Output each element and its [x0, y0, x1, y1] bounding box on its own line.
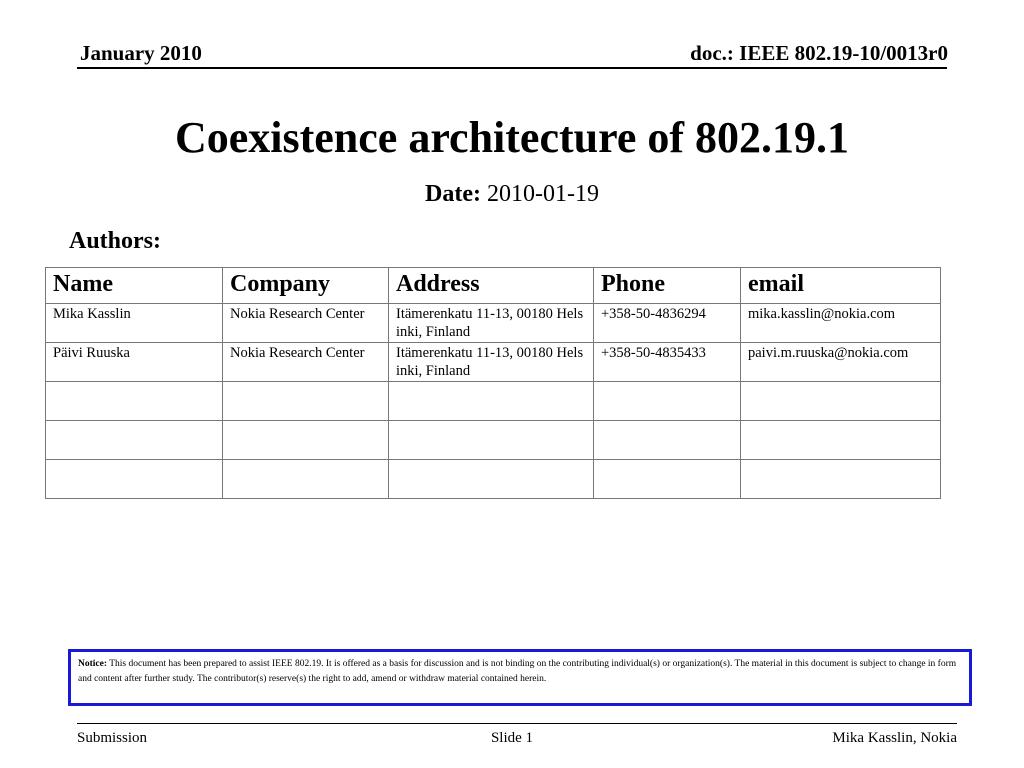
- date-line: [0, 179, 1024, 209]
- cell-email: paivi.m.ruuska@nokia.com: [741, 343, 941, 382]
- column-header-address: Address: [389, 268, 594, 304]
- cell-email: [741, 382, 941, 421]
- cell-phone: +358-50-4835433: [594, 343, 741, 382]
- slide-title: Coexistence architecture of 802.19.1: [174, 113, 850, 162]
- cell-email: [741, 421, 941, 460]
- cell-name: Mika Kasslin: [46, 304, 223, 343]
- footer-divider: [77, 723, 957, 724]
- cell-address: [389, 460, 594, 499]
- cell-company: [223, 421, 389, 460]
- footer-author: Mika Kasslin, Nokia: [832, 730, 957, 746]
- cell-address: Itämerenkatu 11-13, 00180 Helsinki, Finland: [389, 304, 594, 343]
- cell-address: [389, 421, 594, 460]
- cell-company: [223, 382, 389, 421]
- cell-phone: [594, 382, 741, 421]
- cell-phone: +358-50-4836294: [594, 304, 741, 343]
- column-header-company: Company: [223, 268, 389, 304]
- cell-address: Itämerenkatu 11-13, 00180 Helsinki, Finland: [389, 343, 594, 382]
- cell-company: Nokia Research Center: [223, 343, 389, 382]
- notice-label: Notice:: [78, 659, 108, 669]
- cell-name: [46, 460, 223, 499]
- cell-phone: [594, 460, 741, 499]
- table-row: [46, 460, 941, 499]
- cell-address: [389, 382, 594, 421]
- column-header-name: Name: [46, 268, 223, 304]
- notice-text: This document has been prepared to assist IEEE 802.19. It is offered as a basis for discussion and is not binding on the contributing individual(s) or organization(s). The material in this document is subject to change in form and content after further study. The contributor(s) reserve(s) the right to add, amend or withdraw material contained herein.: [78, 659, 957, 684]
- column-header-phone: Phone: [594, 268, 741, 304]
- date-value: 2010-01-19: [486, 181, 599, 207]
- cell-email: mika.kasslin@nokia.com: [741, 304, 941, 343]
- notice-box: [68, 649, 972, 706]
- footer-submission: Submission: [77, 730, 148, 746]
- cell-email: [741, 460, 941, 499]
- header-date: January 2010: [80, 41, 202, 65]
- table-row: [46, 421, 941, 460]
- authors-label: Authors:: [69, 228, 162, 254]
- header-doc-id: doc.: IEEE 802.19-10/0013r0: [690, 41, 948, 65]
- table-row: [46, 343, 941, 382]
- cell-name: [46, 382, 223, 421]
- table-header-row: [46, 268, 941, 304]
- cell-name: [46, 421, 223, 460]
- cell-company: Nokia Research Center: [223, 304, 389, 343]
- footer-slide-number: Slide 1: [490, 730, 534, 746]
- cell-company: [223, 460, 389, 499]
- date-label: Date:: [425, 181, 481, 207]
- cell-phone: [594, 421, 741, 460]
- table-row: [46, 382, 941, 421]
- column-header-email: email: [741, 268, 941, 304]
- authors-table: [45, 267, 941, 499]
- header-divider: [77, 67, 947, 69]
- table-row: [46, 304, 941, 343]
- cell-name: Päivi Ruuska: [46, 343, 223, 382]
